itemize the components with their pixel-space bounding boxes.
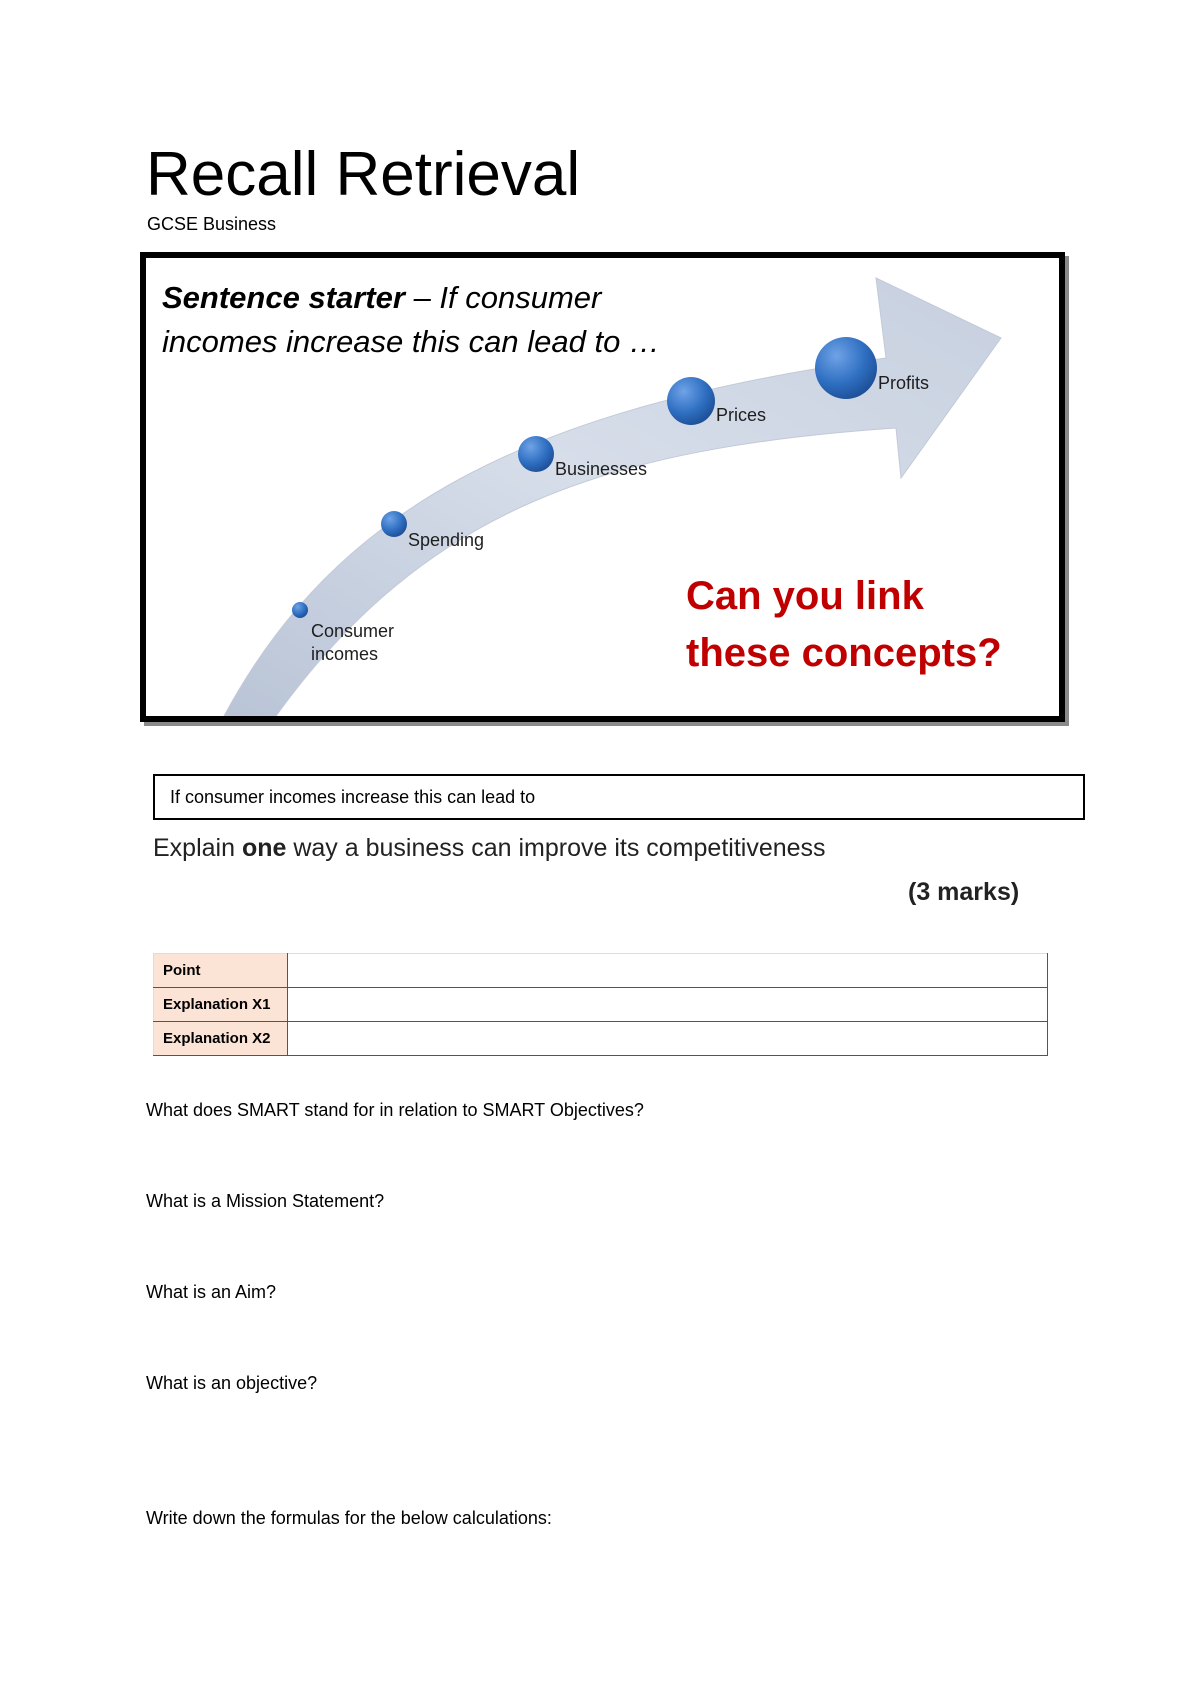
page-title: Recall Retrieval	[146, 140, 581, 209]
exam-question-before: Explain	[153, 834, 242, 862]
question-aim: What is an Aim?	[146, 1282, 277, 1302]
chain-label-consumer-incomes: Consumer incomes	[311, 621, 395, 664]
concept-chain-figure	[140, 252, 1065, 722]
exam-question-bold: one	[241, 834, 287, 862]
question-smart: What does SMART stand for in relation to SMART Objectives?	[146, 1100, 644, 1120]
point-answer-cell[interactable]	[288, 954, 1048, 988]
marks-indicator: (3 marks)	[908, 878, 1020, 906]
exam-question	[153, 834, 826, 863]
table-row	[154, 988, 1048, 1022]
question-formulas: Write down the formulas for the below calculations:	[146, 1508, 552, 1528]
question-mission-statement: What is a Mission Statement?	[146, 1191, 385, 1211]
question-objective: What is an objective?	[146, 1373, 318, 1393]
profits-dot	[815, 337, 877, 399]
explanation-1-answer-cell[interactable]	[288, 988, 1048, 1022]
chain-label-prices: Prices	[716, 405, 767, 425]
prices-dot	[667, 377, 715, 425]
link-concepts-prompt	[686, 568, 1002, 682]
chain-label-spending: Spending	[408, 530, 485, 550]
row-label-explanation-2: Explanation X2	[154, 1022, 288, 1056]
table-row	[154, 1022, 1048, 1056]
sentence-starter	[162, 276, 682, 364]
chain-label-profits: Profits	[878, 373, 930, 393]
link-prompt-line2: these concepts?	[686, 631, 1002, 675]
consumer-incomes-dot	[292, 602, 308, 618]
row-label-explanation-1: Explanation X1	[154, 988, 288, 1022]
page-subtitle: GCSE Business	[147, 214, 277, 234]
exam-question-after: way a business can improve its competitiveness	[286, 834, 826, 862]
businesses-dot	[518, 436, 554, 472]
pee-answer-table	[153, 953, 1048, 1056]
spending-dot	[381, 511, 407, 537]
row-label-point: Point	[154, 954, 288, 988]
chain-label-businesses: Businesses	[555, 459, 648, 479]
sentence-starter-bold: Sentence starter	[162, 280, 405, 315]
table-row	[154, 954, 1048, 988]
sentence-starter-text: – If consumer incomes increase this can lead to …	[162, 280, 660, 359]
link-prompt-line1: Can you link	[686, 574, 924, 618]
explanation-2-answer-cell[interactable]	[288, 1022, 1048, 1056]
sentence-answer-field[interactable]: If consumer incomes increase this can lead to	[153, 774, 1085, 820]
